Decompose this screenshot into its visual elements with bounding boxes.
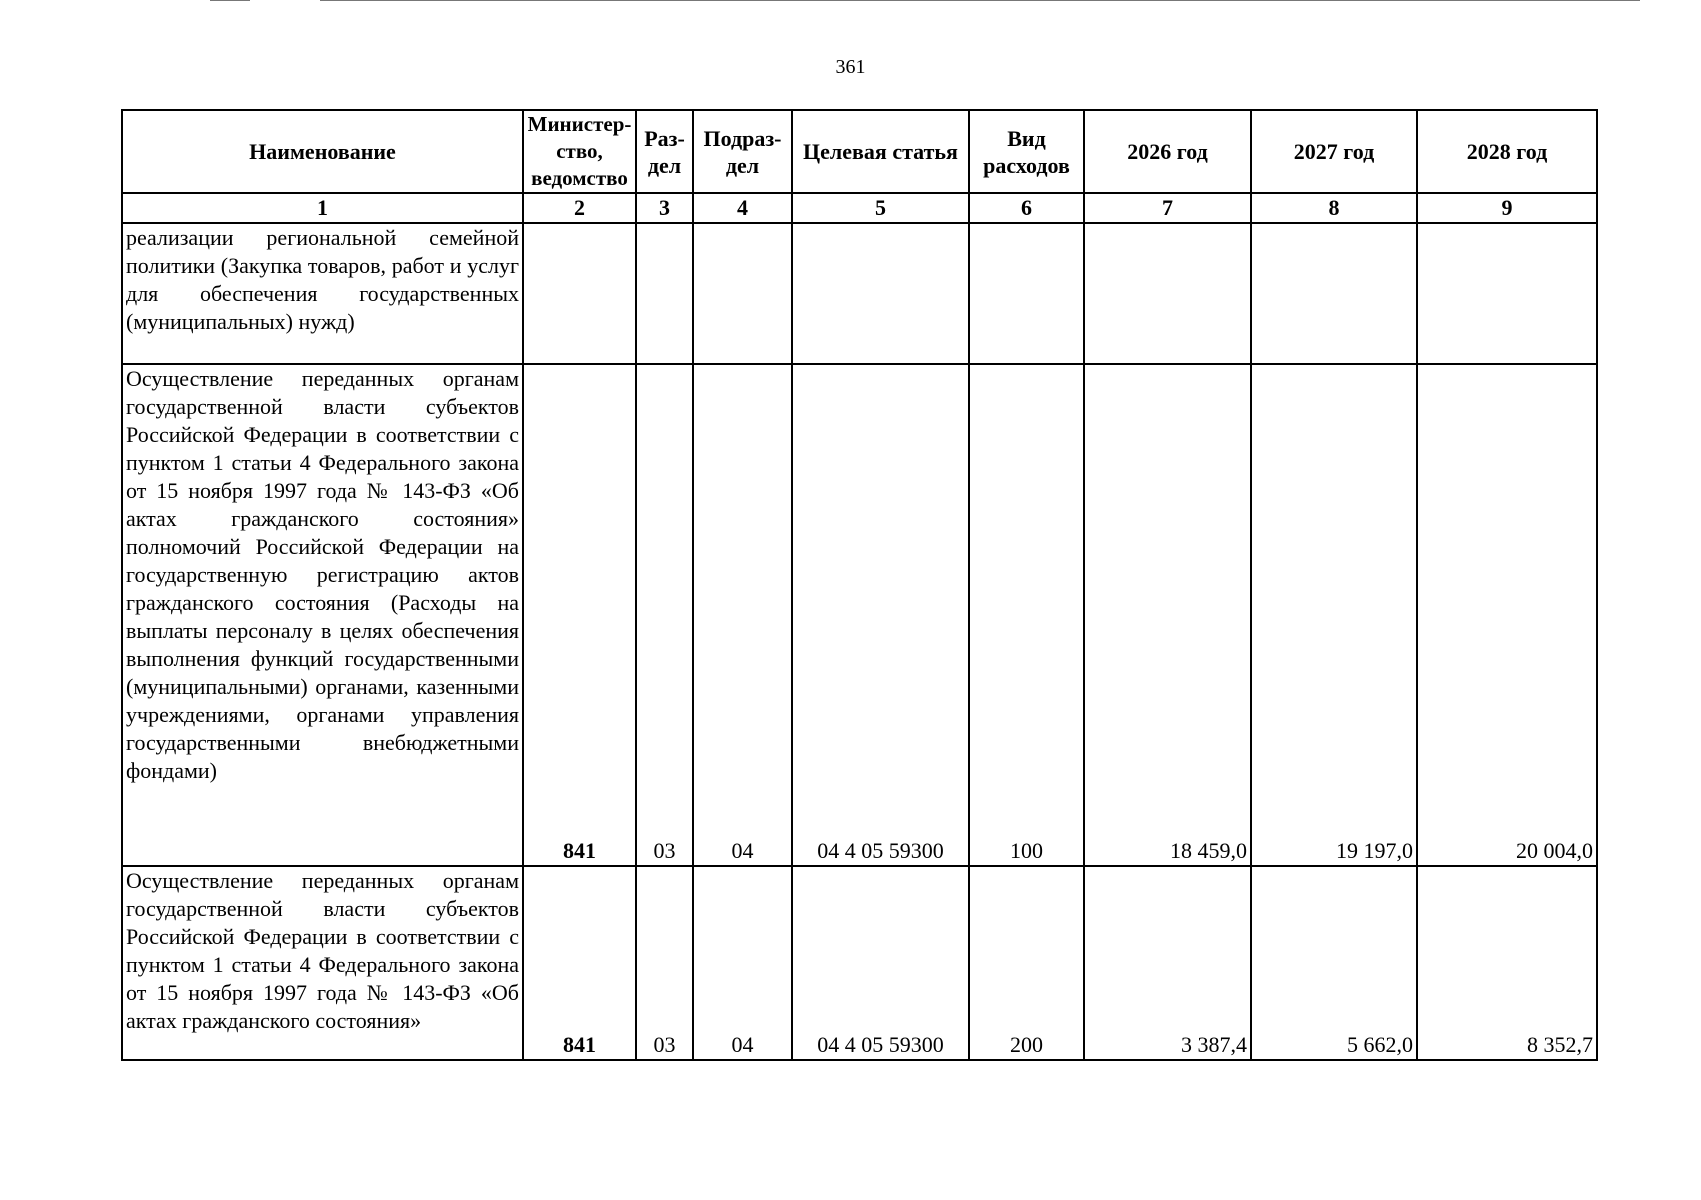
row-2027: 19 197,0 — [1251, 364, 1417, 866]
row-subsection — [693, 223, 792, 364]
header-name: Наименование — [122, 110, 523, 193]
row-2028 — [1417, 223, 1597, 364]
row-2026: 3 387,4 — [1084, 866, 1251, 1060]
header-2028: 2028 год — [1417, 110, 1597, 193]
column-number-row — [122, 193, 1597, 223]
header-target: Целевая статья — [792, 110, 969, 193]
row-subsection: 04 — [693, 364, 792, 866]
table-header-row — [122, 110, 1597, 193]
column-number: 2 — [523, 193, 636, 223]
row-target: 04 4 05 59300 — [792, 866, 969, 1060]
column-number: 3 — [636, 193, 693, 223]
page-number: 361 — [835, 56, 866, 78]
table-row — [122, 223, 1597, 364]
budget-table — [121, 109, 1598, 1061]
header-ministry: Министер-ство, ведомство — [523, 110, 636, 193]
row-2027 — [1251, 223, 1417, 364]
scan-top-line-right — [320, 0, 1640, 1]
header-section: Раз-дел — [636, 110, 693, 193]
row-expense-type: 100 — [969, 364, 1084, 866]
column-number: 4 — [693, 193, 792, 223]
row-2028: 8 352,7 — [1417, 866, 1597, 1060]
row-name: реализации региональной семейной политики (Закупка товаров, работ и услуг для обеспечения государственных (муниципальных) нужд) — [122, 223, 523, 364]
row-ministry: 841 — [523, 866, 636, 1060]
column-number: 1 — [122, 193, 523, 223]
row-2027: 5 662,0 — [1251, 866, 1417, 1060]
table-row — [122, 364, 1597, 866]
column-number: 7 — [1084, 193, 1251, 223]
row-target — [792, 223, 969, 364]
row-2026: 18 459,0 — [1084, 364, 1251, 866]
row-2028: 20 004,0 — [1417, 364, 1597, 866]
row-expense-type: 200 — [969, 866, 1084, 1060]
row-section: 03 — [636, 364, 693, 866]
row-section: 03 — [636, 866, 693, 1060]
row-expense-type — [969, 223, 1084, 364]
row-ministry: 841 — [523, 364, 636, 866]
row-name: Осуществление переданных органам государственной власти субъектов Российской Федерации в соответствии с пунктом 1 статьи 4 Федерального закона от 15 ноября 1997 года № 143-ФЗ «Об актах гражданского состояния» полномочий Российской Федерации на государственную регистрацию актов гражданского состояния (Расходы на выплаты персоналу в целях обеспечения выполнения функций государственными (муниципальными) органами, казенными учреждениями, органами управления государственными внебюджетными фондами) — [122, 364, 523, 866]
row-name: Осуществление переданных органам государственной власти субъектов Российской Федерации в соответствии с пунктом 1 статьи 4 Федерального закона от 15 ноября 1997 года № 143-ФЗ «Об актах гражданского состояния» — [122, 866, 523, 1060]
header-2027: 2027 год — [1251, 110, 1417, 193]
row-target: 04 4 05 59300 — [792, 364, 969, 866]
header-subsection: Подраз-дел — [693, 110, 792, 193]
column-number: 5 — [792, 193, 969, 223]
row-section — [636, 223, 693, 364]
table-row — [122, 866, 1597, 1060]
scan-top-line-left — [210, 0, 250, 1]
row-ministry — [523, 223, 636, 364]
header-expense-type: Вид расходов — [969, 110, 1084, 193]
column-number: 6 — [969, 193, 1084, 223]
column-number: 9 — [1417, 193, 1597, 223]
row-subsection: 04 — [693, 866, 792, 1060]
column-number: 8 — [1251, 193, 1417, 223]
header-2026: 2026 год — [1084, 110, 1251, 193]
row-2026 — [1084, 223, 1251, 364]
